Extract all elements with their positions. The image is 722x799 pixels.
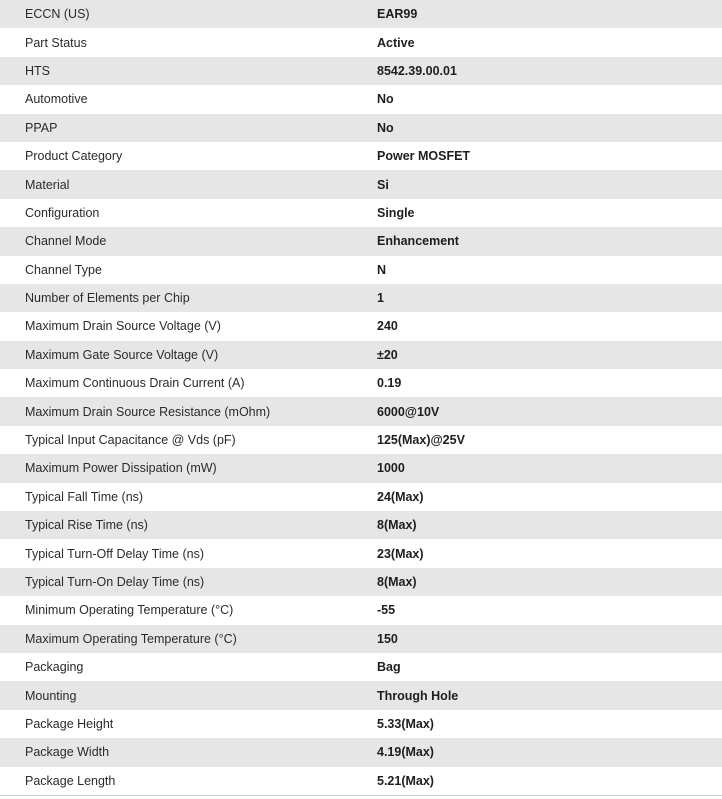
- table-row: [0, 738, 722, 766]
- spec-value: 5.21(Max): [377, 773, 434, 788]
- spec-value: 240: [377, 319, 398, 334]
- spec-value: ±20: [377, 347, 398, 362]
- table-row: [0, 397, 722, 425]
- spec-label: Channel Mode: [25, 234, 107, 249]
- spec-label: Typical Input Capacitance @ Vds (pF): [25, 433, 236, 448]
- spec-label: Material: [25, 177, 70, 192]
- spec-value: 4.19(Max): [377, 745, 434, 760]
- table-row: [0, 284, 722, 312]
- spec-label: Package Height: [25, 716, 114, 731]
- table-bottom-divider: [0, 795, 722, 796]
- spec-label: PPAP: [25, 120, 58, 135]
- spec-value: No: [377, 120, 394, 135]
- table-row: [0, 710, 722, 738]
- table-row: [0, 426, 722, 454]
- table-row: [0, 85, 722, 113]
- spec-value: -55: [377, 603, 396, 618]
- spec-value: Single: [377, 205, 415, 220]
- spec-label: Packaging: [25, 660, 84, 675]
- spec-value: Bag: [377, 660, 401, 675]
- table-row: [0, 199, 722, 227]
- spec-label: Maximum Power Dissipation (mW): [25, 461, 217, 476]
- spec-value: No: [377, 92, 394, 107]
- spec-label: Maximum Drain Source Resistance (mOhm): [25, 404, 271, 419]
- spec-label: Mounting: [25, 688, 77, 703]
- spec-value: Through Hole: [377, 688, 459, 703]
- spec-value: 150: [377, 631, 398, 646]
- spec-label: Automotive: [25, 92, 88, 107]
- spec-label: Maximum Drain Source Voltage (V): [25, 319, 221, 334]
- spec-label: Number of Elements per Chip: [25, 291, 190, 306]
- spec-value: 125(Max)@25V: [377, 433, 465, 448]
- spec-value: N: [377, 262, 387, 277]
- spec-value: Active: [377, 35, 415, 50]
- spec-label: Maximum Gate Source Voltage (V): [25, 347, 219, 362]
- table-row: [0, 256, 722, 284]
- table-row: [0, 312, 722, 340]
- spec-value: 23(Max): [377, 546, 424, 561]
- spec-label: Maximum Operating Temperature (°C): [25, 631, 237, 646]
- table-row: [0, 227, 722, 255]
- table-row: [0, 454, 722, 482]
- spec-label: Part Status: [25, 35, 87, 50]
- spec-value: 1: [377, 291, 384, 306]
- spec-value: 1000: [377, 461, 405, 476]
- table-row: [0, 511, 722, 539]
- spec-label: Typical Fall Time (ns): [25, 489, 144, 504]
- spec-value: 24(Max): [377, 489, 424, 504]
- spec-label: Typical Turn-Off Delay Time (ns): [25, 546, 204, 561]
- table-row: [0, 596, 722, 624]
- spec-value: Power MOSFET: [377, 149, 471, 164]
- table-row: [0, 369, 722, 397]
- table-row: [0, 625, 722, 653]
- spec-label: Maximum Continuous Drain Current (A): [25, 376, 245, 391]
- table-row: [0, 483, 722, 511]
- spec-value: 0.19: [377, 376, 402, 391]
- table-row: [0, 767, 722, 795]
- spec-value: 8(Max): [377, 575, 417, 589]
- spec-label: Typical Rise Time (ns): [25, 518, 148, 533]
- spec-value: Enhancement: [377, 234, 459, 249]
- table-row: [0, 341, 722, 369]
- table-row: [0, 568, 722, 596]
- spec-label: Product Category: [25, 149, 123, 164]
- spec-label: Typical Turn-On Delay Time (ns): [25, 575, 205, 589]
- spec-value: Si: [377, 177, 389, 192]
- table-row: [0, 28, 722, 56]
- table-row: [0, 170, 722, 198]
- spec-label: Package Length: [25, 773, 116, 788]
- spec-label: ECCN (US): [25, 7, 90, 22]
- spec-label: Configuration: [25, 205, 100, 220]
- table-row: [0, 653, 722, 681]
- spec-value: EAR99: [377, 7, 418, 22]
- spec-label: HTS: [25, 63, 50, 78]
- spec-value: 8542.39.00.01: [377, 63, 457, 78]
- table-row: [0, 114, 722, 142]
- spec-label: Channel Type: [25, 262, 102, 277]
- table-row: [0, 57, 722, 85]
- spec-value: 6000@10V: [377, 404, 440, 419]
- spec-label: Minimum Operating Temperature (°C): [25, 603, 234, 618]
- table-row: [0, 142, 722, 170]
- spec-label: Package Width: [25, 745, 110, 760]
- table-row: [0, 0, 722, 28]
- table-row: [0, 539, 722, 567]
- spec-value: 8(Max): [377, 518, 417, 533]
- spec-value: 5.33(Max): [377, 716, 434, 731]
- table-row: [0, 681, 722, 709]
